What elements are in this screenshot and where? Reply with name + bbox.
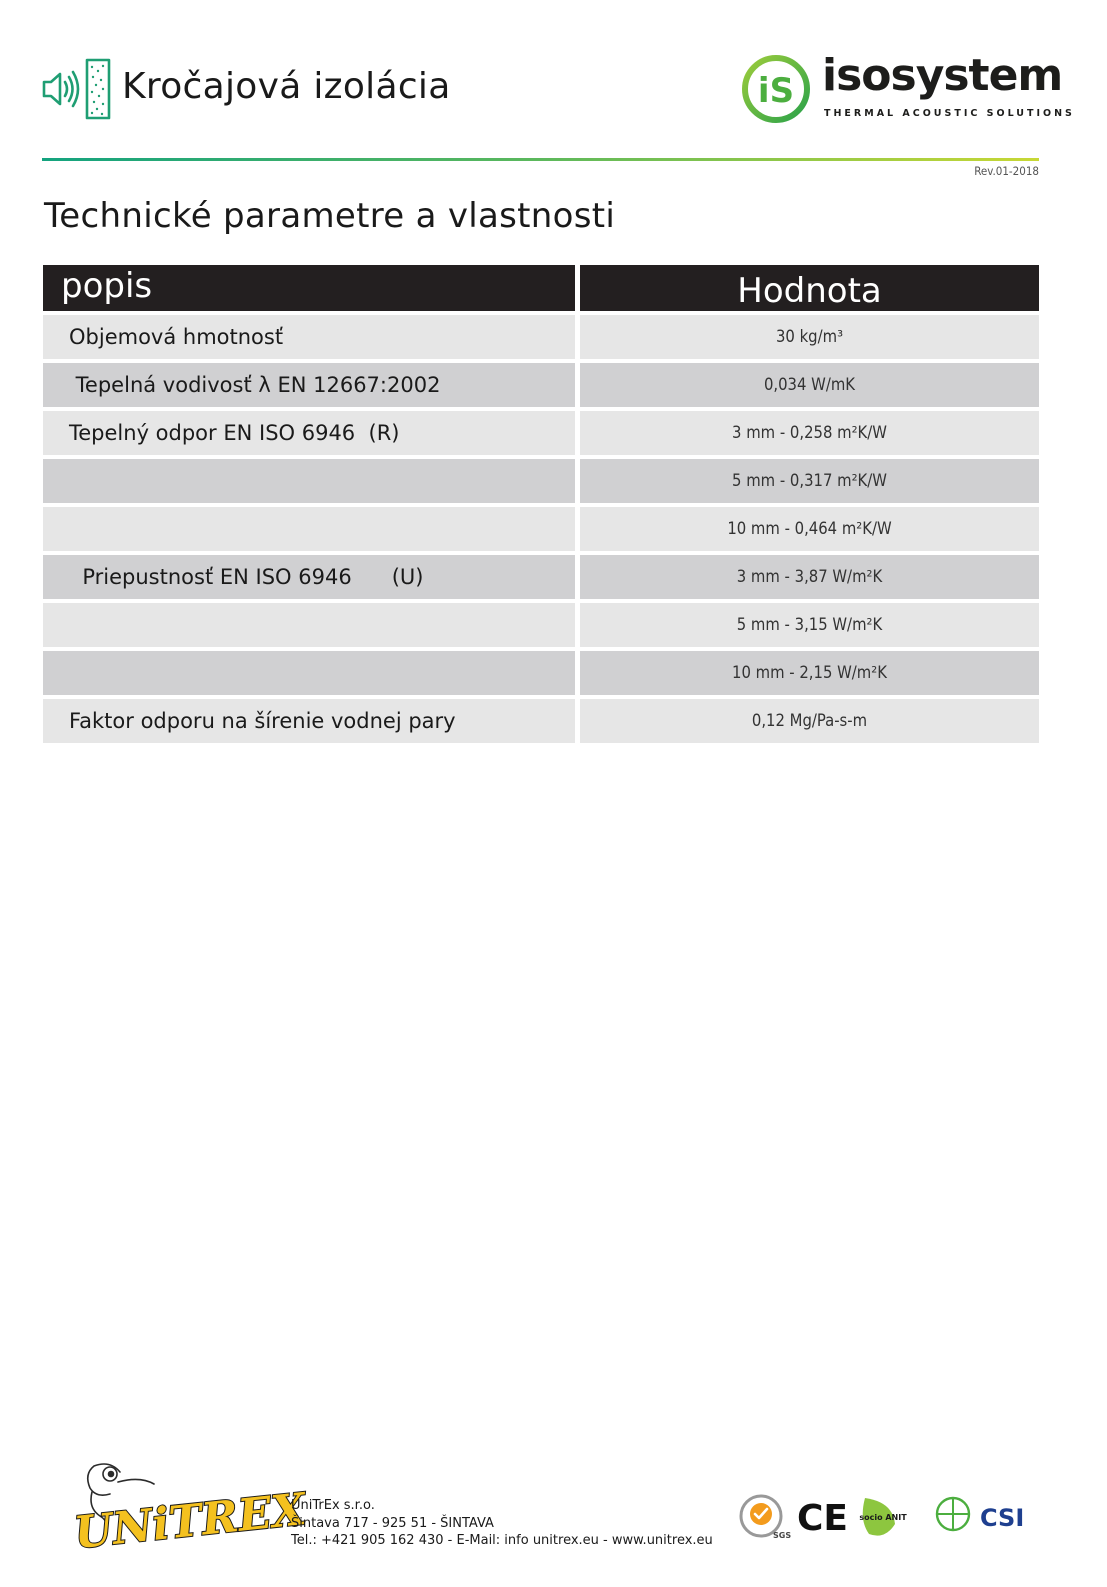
row-description <box>43 603 575 647</box>
row-value: 30 kg/m³ <box>580 315 1039 359</box>
company-info <box>291 1497 713 1550</box>
csi-logo <box>937 1498 1024 1532</box>
csi-label: CSI <box>980 1504 1025 1532</box>
row-description: Tepelná vodivosť λ EN 12667:2002 <box>43 363 575 407</box>
row-value: 10 mm - 2,15 W/m²K <box>580 651 1039 695</box>
sgs-logo <box>741 1496 791 1540</box>
brand-name: isosystem <box>822 50 1063 101</box>
sgs-label: SGS <box>773 1531 792 1540</box>
table-row <box>43 363 1039 407</box>
row-value: 3 mm - 0,258 m²K/W <box>580 411 1039 455</box>
speaker-wall-icon <box>40 58 114 120</box>
row-value: 10 mm - 0,464 m²K/W <box>580 507 1039 551</box>
document-title: Kročajová izolácia <box>122 66 451 107</box>
row-value: 5 mm - 0,317 m²K/W <box>580 459 1039 503</box>
revision-label: Rev.01-2018 <box>974 164 1039 178</box>
row-description: Faktor odporu na šírenie vodnej pary <box>43 699 575 743</box>
row-value: 0,12 Mg/Pa-s-m <box>580 699 1039 743</box>
section-title: Technické parametre a vlastnosti <box>44 196 616 236</box>
company-address: Šintava 717 - 925 51 - ŠINTAVA <box>291 1515 494 1531</box>
row-value: 0,034 W/mK <box>580 363 1039 407</box>
table-body <box>43 315 1039 743</box>
table-row <box>43 555 1039 599</box>
header-divider <box>42 158 1039 161</box>
column-header-value: Hodnota <box>580 265 1039 311</box>
parameters-table <box>43 265 1039 747</box>
table-header-row <box>43 265 1039 311</box>
column-header-description: popis <box>43 265 575 311</box>
brand-tagline: THERMAL ACOUSTIC SOLUTIONS <box>824 108 1075 119</box>
row-description <box>43 459 575 503</box>
row-value: 5 mm - 3,15 W/m²K <box>580 603 1039 647</box>
table-row <box>43 507 1039 551</box>
logo-wordmark: UNiTREX <box>71 1484 309 1560</box>
row-description <box>43 651 575 695</box>
row-value: 3 mm - 3,87 W/m²K <box>580 555 1039 599</box>
table-row <box>43 411 1039 455</box>
company-name: UniTrEx s.r.o. <box>291 1498 375 1513</box>
ce-mark: CE <box>797 1498 849 1539</box>
table-row <box>43 651 1039 695</box>
unitrex-logo <box>71 1452 309 1560</box>
certification-logos <box>735 1490 1035 1542</box>
company-contact: Tel.: +421 905 162 430 - E-Mail: info unitrex.eu - www.unitrex.eu <box>291 1533 713 1548</box>
table-row <box>43 459 1039 503</box>
row-description <box>43 507 575 551</box>
row-description: Objemová hmotnosť <box>43 315 575 359</box>
table-row <box>43 315 1039 359</box>
socio-anit-label: socio ANIT <box>859 1513 907 1522</box>
table-row <box>43 603 1039 647</box>
row-description: Priepustnosť EN ISO 6946 (U) <box>43 555 575 599</box>
socio-anit-logo <box>859 1498 907 1536</box>
logo-mark: iS <box>757 71 795 111</box>
row-description: Tepelný odpor EN ISO 6946 (R) <box>43 411 575 455</box>
table-row <box>43 699 1039 743</box>
